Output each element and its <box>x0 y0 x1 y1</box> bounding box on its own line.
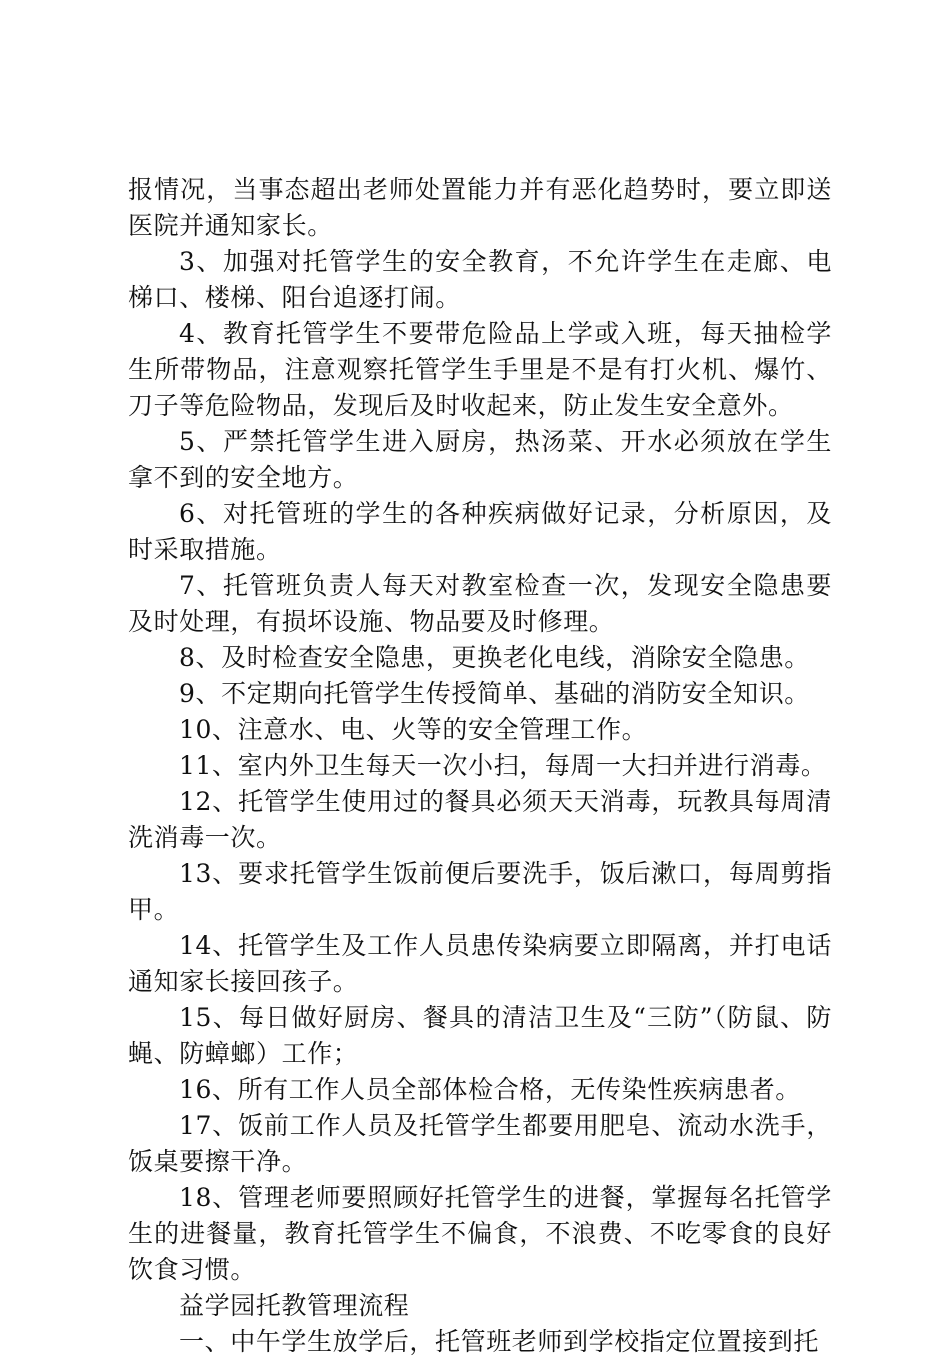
rule-item-10: 10、注意水、电、火等的安全管理工作。 <box>179 715 648 744</box>
rule-item-12: 12、托管学生使用过的餐具必须天天消毒，玩教具每周清洗消毒一次。 <box>128 787 832 852</box>
rule-item-4: 4、教育托管学生不要带危险品上学或入班，每天抽检学生所带物品，注意观察托管学生手里是不是有打火机、爆竹、刀子等危险物品，发现后及时收起来，防止发生安全意外。 <box>128 319 832 420</box>
rule-item-11: 11、室内外卫生每天一次小扫，每周一大扫并进行消毒。 <box>179 751 827 780</box>
rule-item-8: 8、及时检查安全隐患，更换老化电线，消除安全隐患。 <box>179 643 810 672</box>
rule-item-7: 7、托管班负责人每天对教室检查一次，发现安全隐患要及时处理，有损坏设施、物品要及时修理。 <box>128 571 832 636</box>
rule-item-17: 17、饭前工作人员及托管学生都要用肥皂、流动水洗手，饭桌要擦干净。 <box>128 1111 832 1176</box>
rule-item-5: 5、严禁托管学生进入厨房，热汤菜、开水必须放在学生拿不到的安全地方。 <box>128 427 832 492</box>
rule-item-14: 14、托管学生及工作人员患传染病要立即隔离，并打电话通知家长接回孩子。 <box>128 931 832 996</box>
rule-item-16: 16、所有工作人员全部体检合格，无传染性疾病患者。 <box>179 1075 801 1104</box>
rule-item-6: 6、对托管班的学生的各种疾病做好记录，分析原因，及时采取措施。 <box>128 499 832 564</box>
process-item-1: 一、中午学生放学后，托管班老师到学校指定位置接到托 <box>179 1327 820 1356</box>
section-heading: 益学园托教管理流程 <box>179 1291 410 1320</box>
paragraph-continuation: 报情况，当事态超出老师处置能力并有恶化趋势时，要立即送医院并通知家长。 <box>128 175 832 240</box>
rule-item-9: 9、不定期向托管学生传授简单、基础的消防安全知识。 <box>179 679 810 708</box>
rule-item-13: 13、要求托管学生饭前便后要洗手，饭后漱口，每周剪指甲。 <box>128 859 832 924</box>
rule-item-3: 3、加强对托管学生的安全教育，不允许学生在走廊、电梯口、楼梯、阳台追逐打闹。 <box>128 247 832 312</box>
rule-item-15: 15、每日做好厨房、餐具的清洁卫生及“三防”（防鼠、防蝇、防蟑螂）工作； <box>128 1003 832 1068</box>
document-page <box>128 172 832 1360</box>
rule-item-18: 18、管理老师要照顾好托管学生的进餐，掌握每名托管学生的进餐量，教育托管学生不偏食，不浪费、不吃零食的良好饮食习惯。 <box>128 1183 832 1284</box>
